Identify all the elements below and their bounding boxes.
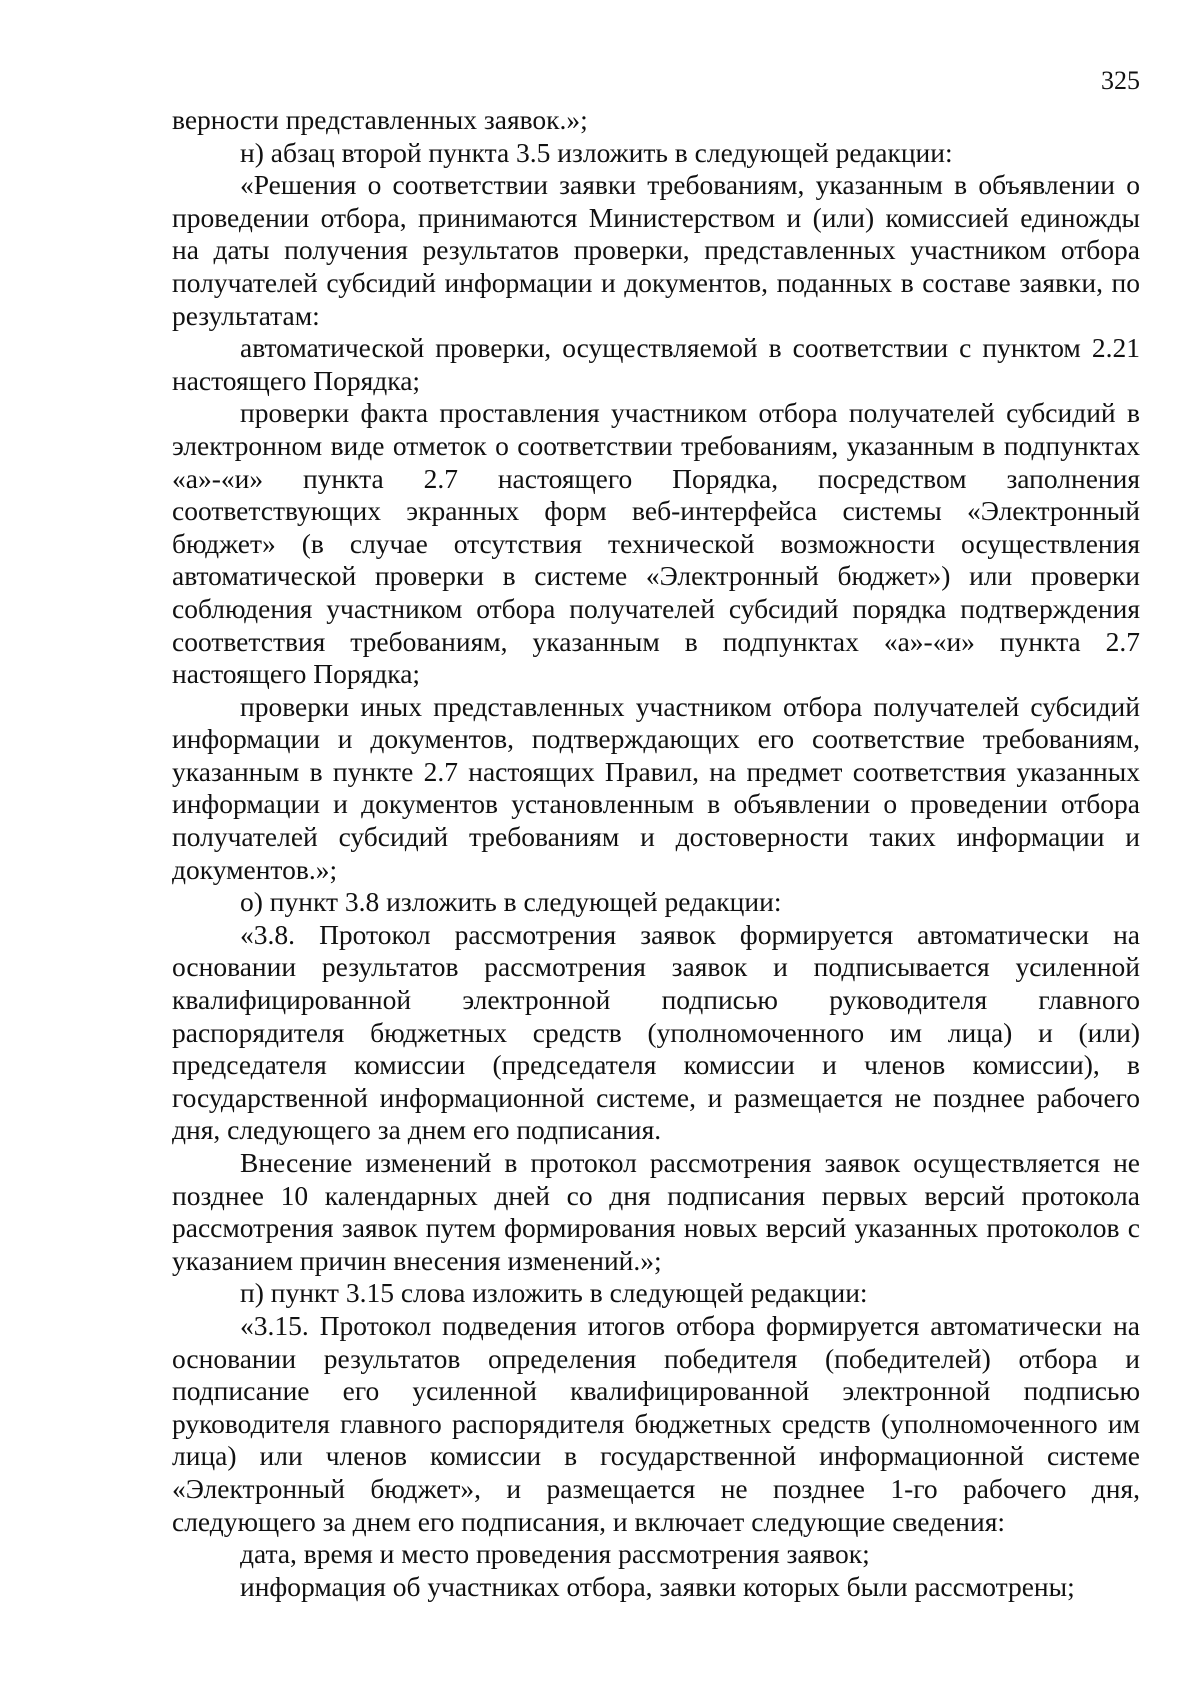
paragraph: о) пункт 3.8 изложить в следующей редакции: (240, 886, 782, 918)
paragraph: информация об участниках отбора, заявки которых были рассмотрены; (240, 1570, 1075, 1602)
paragraph: проверки иных представленных участником отбора получателей субсидий информации и документов, подтверждающих его соответствие требованиям, указанным в пункте 2.7 настоящих Правил, на предмет соответствия указанных информации и документов установленным в объявлении о проведении отбора получателей субсидий требованиям и достоверности таких информации и документов.»; (172, 690, 1140, 885)
paragraph: верности представленных заявок.»; (172, 104, 588, 135)
paragraph: Внесение изменений в протокол рассмотрения заявок осуществляется не позднее 10 календарных дней со дня подписания первых версий протокола рассмотрения заявок путем формирования новых версий указанных протоколов с указанием причин внесения изменений.»; (172, 1147, 1140, 1276)
paragraph: п) пункт 3.15 слова изложить в следующей редакции: (240, 1277, 868, 1309)
document-body (172, 104, 1140, 1603)
page-number: 325 (1101, 66, 1140, 95)
paragraph: автоматической проверки, осуществляемой в соответствии с пунктом 2.21 настоящего Порядка; (172, 332, 1140, 396)
paragraph: проверки факта проставления участником отбора получателей субсидий в электронном виде отметок о соответствии требованиям, указанным в подпунктах «а»-«и» пункта 2.7 настоящего Порядка, посредством заполнения соответствующих экранных форм веб-интерфейса системы «Электронный бюджет» (в случае отсутствия технической возможности осуществления автоматической проверки в системе «Электронный бюджет») или проверки соблюдения участником отбора получателей субсидий порядка подтверждения соответствия требованиям, указанным в подпунктах «а»-«и» пункта 2.7 настоящего Порядка; (172, 397, 1140, 690)
paragraph: «3.15. Протокол подведения итогов отбора формируется автоматически на основании результатов определения победителя (победителей) отбора и подписание его усиленной квалифицированной электронной подписью руководителя главного распорядителя бюджетных средств (уполномоченного им лица) или членов комиссии в государственной информационной системе «Электронный бюджет», и размещается не позднее 1-го рабочего дня, следующего за днем его подписания, и включает следующие сведения: (172, 1309, 1140, 1537)
paragraph: дата, время и место проведения рассмотрения заявок; (240, 1538, 870, 1570)
paragraph: «3.8. Протокол рассмотрения заявок формируется автоматически на основании результатов рассмотрения заявок и подписывается усиленной квалифицированной электронной подписью руководителя главного распорядителя бюджетных средств (уполномоченного им лица) и (или) председателя комиссии (председателя комиссии и членов комиссии), в государственной информационной системе, и размещается не позднее рабочего дня, следующего за днем его подписания. (172, 918, 1140, 1146)
paragraph: «Решения о соответствии заявки требованиям, указанным в объявлении о проведении отбора, принимаются Министерством и (или) комиссией единожды на даты получения результатов проверки, представленных участником отбора получателей субсидий информации и документов, поданных в составе заявки, по результатам: (172, 169, 1140, 331)
paragraph: н) абзац второй пункта 3.5 изложить в следующей редакции: (240, 136, 953, 168)
